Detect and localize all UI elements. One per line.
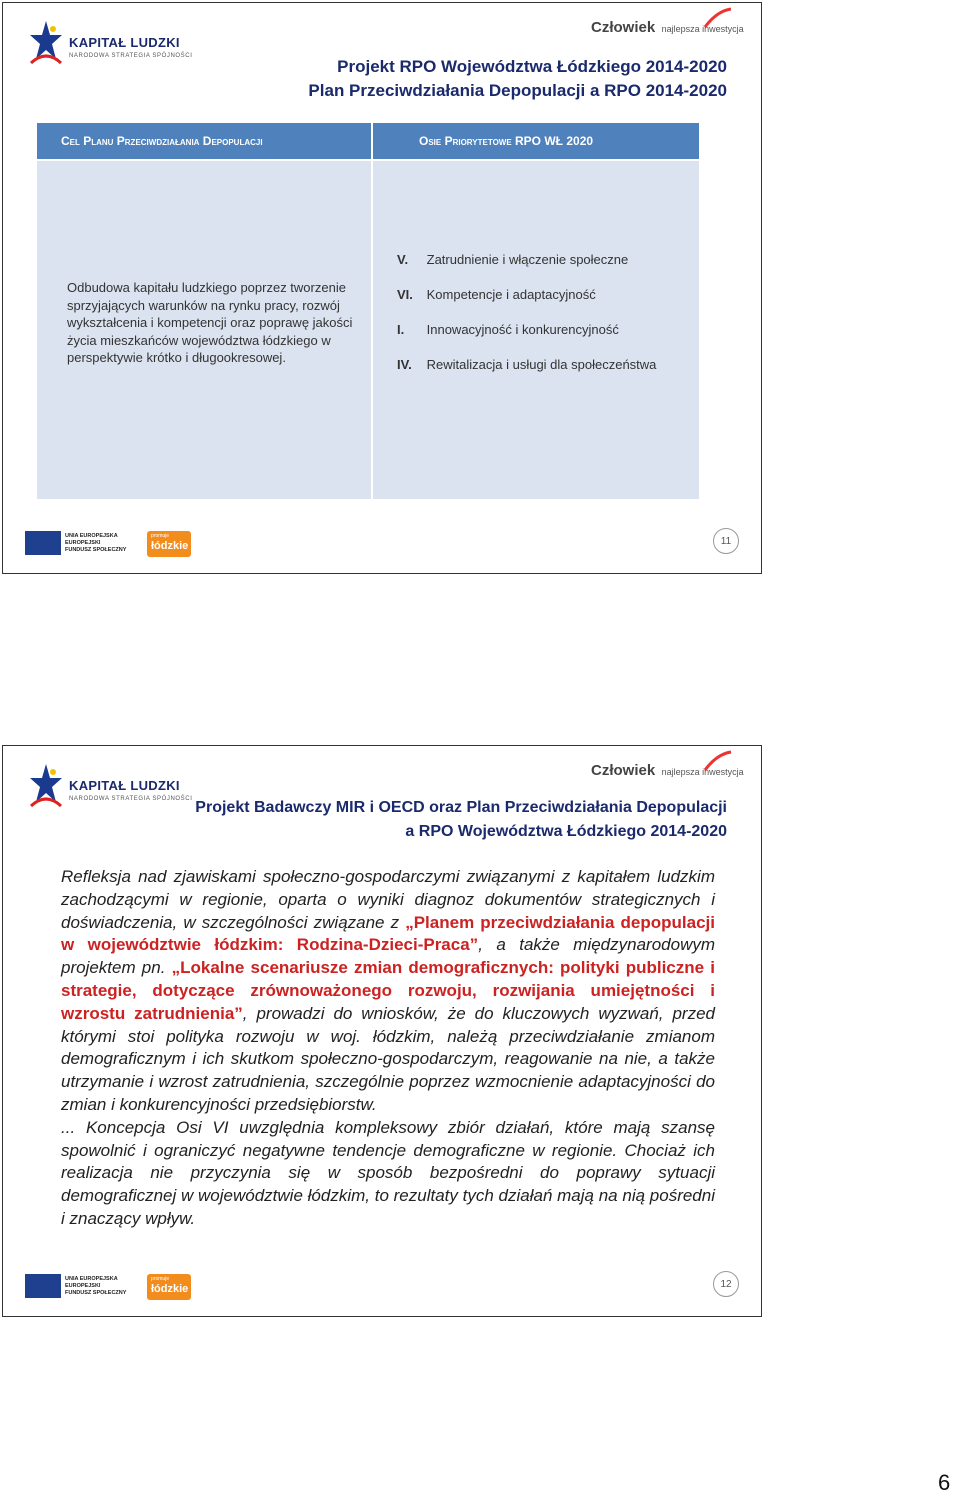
lodzkie-logo-big: łódzkie — [151, 1283, 189, 1295]
paragraph-text: , prowadzi do wniosków, że do kluczowych wyzwań, przed którymi stoi polityka rozwoju w woj. łódzkim, należą przeciwdziałanie zmianom demograficznym i ich skutkom społeczno-gospodarczym, reagowanie na nie, a także utrzymanie i wzrost zatrudnienia, szczególnie poprzez wzmocnienie adaptacyjności do zmian i konkurencyjności przedsiębiorstw. — [61, 1003, 715, 1114]
axis-number: I. — [397, 322, 405, 337]
paragraph-text: Refleksja nad zjawiskami społeczno-gospodarczymi związanymi z kapitałem ludzkim zachodzącymi w regionie, oparta o wyniki diagnoz dokumentów strategicznych i doświadczenia, w szczególności związane z — [61, 867, 715, 932]
axis-number: VI. — [397, 287, 413, 302]
project-highlight: „Lokalne scenariusze zmian demograficznych: polityki publiczne i strategie, dotyczące zrównoważonego rozwoju, rozwijania umiejętności i wzrostu zatrudnienia” — [61, 958, 715, 1023]
eu-logo — [25, 1274, 125, 1300]
eu-flag-icon — [25, 531, 61, 555]
slide-title — [308, 55, 727, 103]
star-logo-icon — [29, 19, 63, 69]
axis-item — [397, 251, 687, 269]
lodzkie-logo — [147, 531, 191, 557]
kapital-ludzki-subtitle: NARODOWA STRATEGIA SPÓJNOŚCI — [69, 53, 193, 59]
lodzkie-logo-small: promuje — [151, 1276, 170, 1282]
slide-12 — [2, 745, 762, 1317]
czlowiek-logo — [591, 19, 744, 43]
paragraph — [61, 866, 715, 1117]
eu-text: UNIA EUROPEJSKA EUROPEJSKI FUNDUSZ SPOŁECZNY — [65, 533, 127, 553]
slide-title — [195, 796, 727, 844]
axis-number: IV. — [397, 357, 412, 372]
eu-logo — [25, 531, 125, 557]
axis-item — [397, 286, 687, 304]
czlowiek-logo-main: Człowiek — [591, 19, 656, 36]
table-header-axes: Osie Priorytetowe RPO WŁ 2020 — [373, 123, 699, 159]
star-logo-icon — [29, 762, 63, 812]
czlowiek-logo-sub: najlepsza inwestycja — [661, 767, 744, 777]
swoosh-icon — [703, 750, 733, 772]
slide-body-text — [61, 866, 715, 1231]
czlowiek-logo-sub: najlepsza inwestycja — [661, 24, 744, 34]
slide-page-number: 12 — [713, 1271, 739, 1297]
axis-number: V. — [397, 252, 409, 267]
axis-item — [397, 356, 687, 374]
axes-list — [397, 251, 687, 391]
axis-label: Rewitalizacja i usługi dla społeczeństwa — [426, 357, 657, 372]
paragraph: ... Koncepcja Osi VI uwzględnia kompleksowy zbiór działań, które mają szansę spowolnić i ograniczyć negatywne tendencje demograficzne w regionie. Chociaż ich realizacja nie przyczynia się w sposób bezpośredni do poprawy sytuacji demograficznej w województwie łódzkim, to rezultaty tych działań mają na nią pośredni i znaczący wpływ. — [61, 1117, 715, 1228]
lodzkie-logo-big: łódzkie — [151, 540, 189, 552]
kapital-ludzki-logo — [29, 762, 193, 816]
czlowiek-logo-main: Człowiek — [591, 762, 656, 779]
document-page-number: 6 — [938, 1470, 951, 1495]
slide-title-line1: Projekt RPO Województwa Łódzkiego 2014-2020 — [337, 57, 727, 76]
slide-title-line2: Plan Przeciwdziałania Depopulacji a RPO 2014-2020 — [308, 81, 727, 100]
lodzkie-logo-small: promuje — [151, 533, 170, 539]
czlowiek-logo — [591, 762, 744, 786]
slide-title-line1: Projekt Badawczy MIR i OECD oraz Plan Przeciwdziałania Depopulacji — [195, 799, 727, 816]
kapital-ludzki-title: KAPITAŁ LUDZKI — [69, 778, 180, 793]
plan-highlight: „Planem przeciwdziałania depopulacji w województwie łódzkim: Rodzina-Dzieci-Praca” — [61, 912, 716, 955]
axis-label: Innowacyjność i konkurencyjność — [426, 322, 619, 337]
eu-flag-icon — [25, 1274, 61, 1298]
slide-title-line2: a RPO Województwa Łódzkiego 2014-2020 — [405, 823, 727, 840]
slide-11 — [2, 2, 762, 574]
kapital-ludzki-logo — [29, 19, 193, 73]
axis-label: Kompetencje i adaptacyjność — [426, 287, 596, 302]
table-header-goal: Cel Planu Przeciwdziałania Depopulacji — [37, 123, 371, 159]
kapital-ludzki-subtitle: NARODOWA STRATEGIA SPÓJNOŚCI — [69, 796, 193, 802]
swoosh-icon — [703, 7, 733, 29]
axis-item — [397, 321, 687, 339]
paragraph-text: , a także międzynarodowym projektem pn. — [61, 935, 716, 978]
lodzkie-logo — [147, 1274, 191, 1300]
table-cell-axes — [373, 161, 699, 499]
goal-text: Odbudowa kapitału ludzkiego poprzez tworzenie sprzyjających warunków na rynku pracy, rozwój wykształcenia i kompetencji oraz poprawę jakości życia mieszkańców województwa łódzkiego w perspektywie krótko i długookresowej. — [67, 280, 353, 365]
eu-text: UNIA EUROPEJSKA EUROPEJSKI FUNDUSZ SPOŁECZNY — [65, 1276, 127, 1296]
axis-label: Zatrudnienie i włączenie społeczne — [426, 252, 629, 267]
kapital-ludzki-title: KAPITAŁ LUDZKI — [69, 35, 180, 50]
table-cell-goal — [37, 161, 371, 499]
slide-page-number: 11 — [713, 528, 739, 554]
